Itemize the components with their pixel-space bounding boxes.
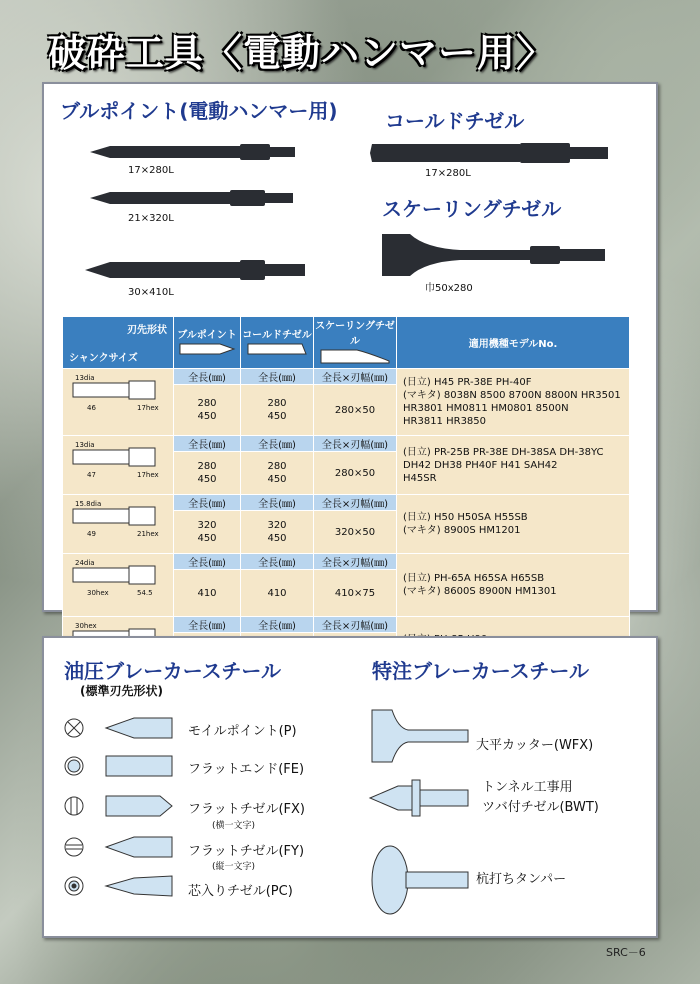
shank-dimension: 17hex <box>137 471 159 479</box>
shank-dimension: 30hex <box>87 589 109 597</box>
scale-shape-icon <box>319 347 391 365</box>
bull-header-label: ブルポイント <box>177 329 237 341</box>
hydraulic-item-2: フラットエンド(FE) <box>188 762 305 777</box>
shank-dimension: 47 <box>87 471 96 479</box>
hydraulic-item-3: フラットチゼル(FX) <box>188 802 306 817</box>
shank-diagram <box>63 554 174 617</box>
shank-dimension: 54.5 <box>137 589 153 597</box>
scaling-chisel-illustration <box>380 230 610 280</box>
hydraulic-icons <box>60 710 180 900</box>
bull-point-1 <box>90 144 295 160</box>
length-value: 320×50 <box>314 511 397 554</box>
column-subheader: 全長(㎜) <box>241 495 314 511</box>
bull-point-dim-1: 17×280L <box>128 165 174 176</box>
cold-chisel-dim: 17×280L <box>425 168 471 179</box>
scale-header-label: スケーリングチゼル <box>315 321 395 347</box>
shank-size-header: シャンクサイズ <box>69 353 138 364</box>
moil-point-icon <box>65 718 172 738</box>
length-value: 280 450 <box>241 385 314 436</box>
cold-header-label: コールドチゼル <box>242 329 312 341</box>
wide-cutter-icon <box>372 710 468 762</box>
length-value: 410×75 <box>314 570 397 617</box>
hydraulic-item-1: モイルポイント(P) <box>188 724 297 739</box>
table-corner <box>63 317 174 369</box>
column-subheader: 全長(㎜) <box>174 617 241 633</box>
flat-chisel-fy-icon <box>65 837 172 857</box>
core-chisel-icon <box>65 876 172 896</box>
custom-title: 特注ブレーカースチール <box>372 659 589 683</box>
table-subheader-row <box>63 369 630 385</box>
column-subheader: 全長×刃幅(㎜) <box>314 495 397 511</box>
custom-icons <box>368 706 478 926</box>
compatible-models: (日立) H50 H50SA H55SB (マキタ) 8900S HM1201 <box>397 495 630 554</box>
column-subheader: 全長(㎜) <box>174 436 241 452</box>
bull-point-3 <box>85 260 305 280</box>
hydraulic-item-3-note: (横一文字) <box>212 821 256 831</box>
column-subheader: 全長(㎜) <box>174 554 241 570</box>
hydraulic-item-4: フラットチゼル(FY) <box>188 844 305 859</box>
custom-item-1: 大平カッター(WFX) <box>476 738 594 753</box>
shank-diagram <box>63 436 174 495</box>
shank-diagram <box>63 369 174 436</box>
column-subheader: 全長×刃幅(㎜) <box>314 617 397 633</box>
custom-item-2: トンネル工事用 ツバ付チゼル(BWT) <box>482 780 599 815</box>
length-value: 410 <box>241 570 314 617</box>
hydraulic-item-5: 芯入りチゼル(PC) <box>188 884 293 899</box>
bull-point-2 <box>90 190 293 206</box>
spec-table <box>62 316 630 676</box>
length-value: 280 450 <box>241 452 314 495</box>
length-value: 280 450 <box>174 452 241 495</box>
bull-point-dim-2: 21×320L <box>128 213 174 224</box>
shank-dimension: 17hex <box>137 404 159 412</box>
length-value: 280 450 <box>174 385 241 436</box>
cold-chisel-title: コールドチゼル <box>385 109 525 133</box>
column-subheader: 全長×刃幅(㎜) <box>314 436 397 452</box>
column-subheader: 全長(㎜) <box>174 495 241 511</box>
table-subheader-row <box>63 617 630 633</box>
table-subheader-row <box>63 554 630 570</box>
table-subheader-row <box>63 495 630 511</box>
scaling-chisel-title: スケーリングチゼル <box>382 197 562 221</box>
flanged-chisel-icon <box>370 780 468 816</box>
column-subheader: 全長×刃幅(㎜) <box>314 554 397 570</box>
flat-chisel-fx-icon <box>65 796 172 816</box>
column-subheader: 全長(㎜) <box>241 554 314 570</box>
scale-header <box>314 317 397 369</box>
bull-shape-icon <box>178 341 236 357</box>
shank-dimension: 30hex <box>75 622 97 630</box>
bull-point-title: ブルポイント(電動ハンマー用) <box>60 99 338 123</box>
column-subheader: 全長(㎜) <box>174 369 241 385</box>
length-value: 320 450 <box>174 511 241 554</box>
hydraulic-title: 油圧ブレーカースチール <box>64 659 281 683</box>
length-value: 280×50 <box>314 452 397 495</box>
compatible-models: (日立) H45 PR-38E PH-40F (マキタ) 8038N 8500 8700N 8800N HR3501 HR3801 HM0811 HM0801 8500N HR3811 HR3850 <box>397 369 630 436</box>
shank-dimension: 15.8dia <box>75 500 102 508</box>
column-subheader: 全長×刃幅(㎜) <box>314 369 397 385</box>
compatible-models: (日立) PH-65A H65SA H65SB (マキタ) 8600S 8900N HM1301 <box>397 554 630 617</box>
cold-header <box>241 317 314 369</box>
hydraulic-item-4-note: (縦一文字) <box>212 862 256 872</box>
compatible-models: (日立) PR-25B PR-38E DH-38SA DH-38YC DH42 DH38 PH40F H41 SAH42 H45SR <box>397 436 630 495</box>
bull-header <box>174 317 241 369</box>
shank-dimension: 49 <box>87 530 96 538</box>
shank-dimension: 24dia <box>75 559 95 567</box>
blade-shape-header: 刃先形状 <box>127 325 167 336</box>
length-value: 320 450 <box>241 511 314 554</box>
custom-item-3: 杭打ちタンパー <box>476 872 567 887</box>
column-subheader: 全長(㎜) <box>241 617 314 633</box>
column-subheader: 全長(㎜) <box>241 369 314 385</box>
shank-dimension: 13dia <box>75 374 95 382</box>
column-subheader: 全長(㎜) <box>241 436 314 452</box>
tamper-icon <box>372 846 468 914</box>
cold-shape-icon <box>246 341 308 357</box>
flat-end-icon <box>65 756 172 776</box>
length-value: 280×50 <box>314 385 397 436</box>
models-header: 適用機種モデルNo. <box>397 317 630 369</box>
shank-dimension: 13dia <box>75 441 95 449</box>
bull-point-dim-3: 30×410L <box>128 287 174 298</box>
page-number: SRC－6 <box>606 946 646 959</box>
page-title: 破砕工具〈電動ハンマー用〉 <box>48 31 556 75</box>
bull-point-illustrations <box>80 130 320 290</box>
table-subheader-row <box>63 436 630 452</box>
length-value: 410 <box>174 570 241 617</box>
hydraulic-subtitle: (標準刃先形状) <box>80 684 163 698</box>
scaling-chisel-dim: 巾50x280 <box>425 283 473 294</box>
shank-dimension: 46 <box>87 404 96 412</box>
shank-dimension: 21hex <box>137 530 159 538</box>
cold-chisel-illustration <box>370 138 610 168</box>
shank-diagram <box>63 495 174 554</box>
